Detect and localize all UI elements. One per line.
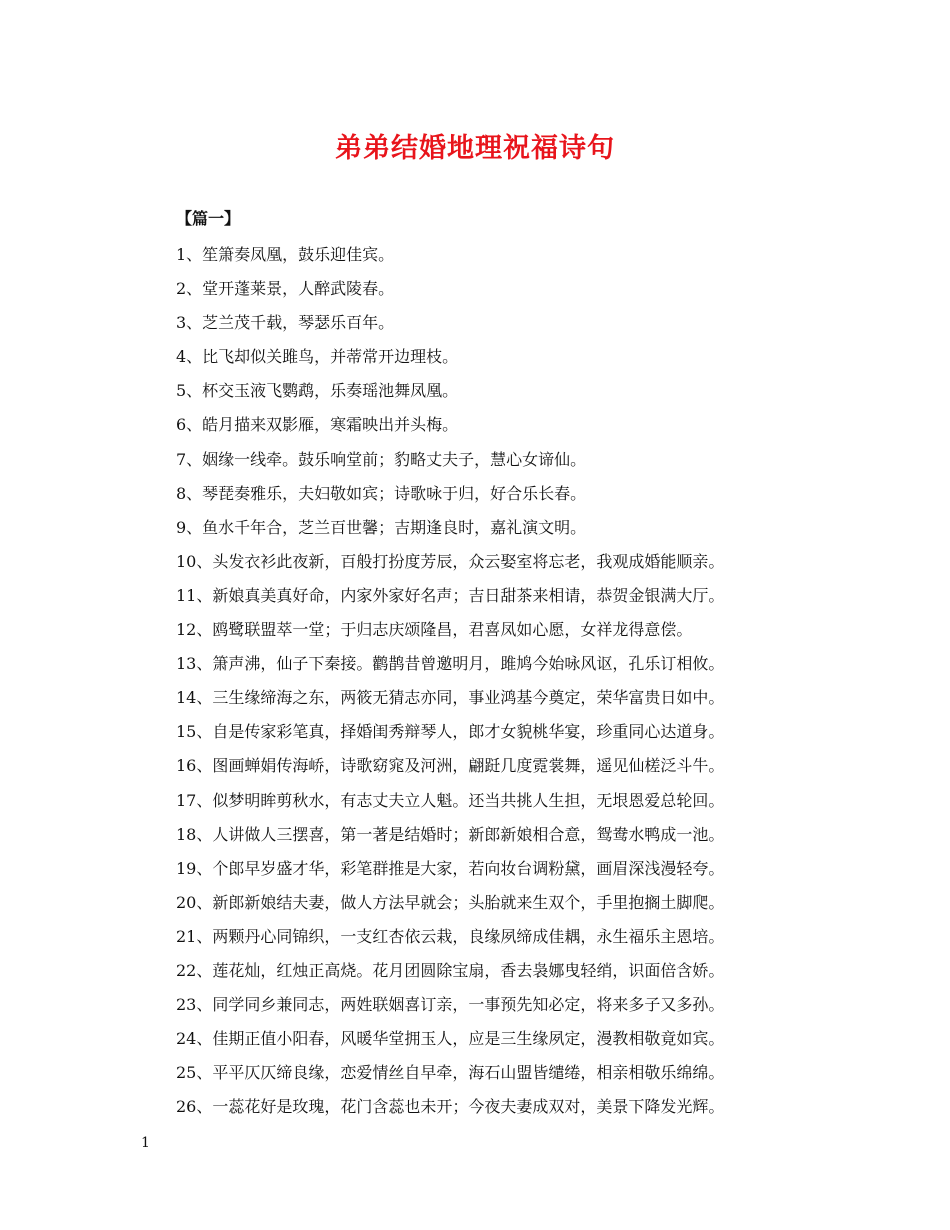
poem-line: 13、箫声沸，仙子下秦接。鹳鹊昔曾邀明月，雎鸠今始咏风讴，孔乐订相攸。 [176, 654, 725, 674]
poem-line: 25、平平仄仄缔良缘，恋爱情丝自早牵，海石山盟皆缱绻，相亲相敬乐绵绵。 [176, 1063, 725, 1083]
poem-line: 7、姻缘一线牵。鼓乐响堂前；豹略丈夫子，慧心女谛仙。 [176, 449, 587, 469]
poem-line: 3、芝兰茂千载，琴瑟乐百年。 [176, 313, 395, 333]
poem-line: 9、鱼水千年合，芝兰百世馨；吉期逢良时，嘉礼演文明。 [176, 517, 587, 537]
poem-line: 10、头发衣衫此夜新，百般打扮度芳辰，众云娶室将忘老，我观成婚能顺亲。 [176, 551, 725, 571]
poem-line: 8、琴琵奏雅乐，夫妇敬如宾；诗歌咏于归，好合乐长春。 [176, 483, 587, 503]
poem-line: 24、佳期正值小阳春，风暖华堂拥玉人，应是三生缘夙定，漫教相敬竟如宾。 [176, 1029, 725, 1049]
poem-line: 20、新郎新娘结夫妻，做人方法早就会；头胎就来生双个，手里抱搁土脚爬。 [176, 892, 725, 912]
poem-line: 16、图画蝉娟传海峤，诗歌窈窕及河洲，翩跹几度霓裳舞，遥见仙槎泛斗牛。 [176, 756, 725, 776]
poem-line: 2、堂开蓬莱景，人醉武陵春。 [176, 279, 395, 299]
poem-line: 21、两颗丹心同锦织，一支红杏依云栽，良缘夙缔成佳耦，永生福乐主恩培。 [176, 926, 725, 946]
poem-line: 17、似梦明眸剪秋水，有志丈夫立人魁。还当共挑人生担，无垠恩爱总轮回。 [176, 790, 725, 810]
section-heading: 【篇一】 [176, 209, 241, 228]
page-number: 1 [141, 1135, 150, 1151]
poem-line: 15、自是传家彩笔真，择婚闺秀辩琴人，郎才女貌桃华宴，珍重同心达道身。 [176, 722, 725, 742]
poem-line: 12、鸥鹭联盟萃一堂；于归志庆颂隆昌，君喜凤如心愿，女祥龙得意偿。 [176, 620, 693, 640]
poem-line: 14、三生缘缔海之东，两筱无猜志亦同，事业鸿基今奠定，荣华富贵日如中。 [176, 688, 725, 708]
poem-line: 4、比飞却似关雎鸟，并蒂常开边理枝。 [176, 347, 459, 367]
poem-line: 22、莲花灿，红烛正高烧。花月团圆除宝扇，香去袅娜曳轻绡，识面倍含娇。 [176, 960, 725, 980]
poem-line: 18、人讲做人三摆喜，第一著是结婚时；新郎新娘相合意，鸳鸯水鸭成一池。 [176, 824, 725, 844]
poem-line: 19、个郎早岁盛才华，彩笔群推是大家，若向妆台调粉黛，画眉深浅漫轻夸。 [176, 858, 725, 878]
poem-line: 11、新娘真美真好命，内家外家好名声；吉日甜茶来相请，恭贺金银满大厅。 [176, 585, 725, 605]
poem-line: 6、皓月描来双影雁，寒霜映出并头梅。 [176, 415, 459, 435]
poem-line: 5、杯交玉液飞鹦鹉，乐奏瑶池舞凤凰。 [176, 381, 459, 401]
document-title: 弟弟结婚地理祝福诗句 [335, 133, 615, 164]
poem-line: 1、笙箫奏凤凰，鼓乐迎佳宾。 [176, 245, 395, 264]
poem-line: 26、一蕊花好是玫瑰，花门含蕊也未开；今夜夫妻成双对，美景下降发光辉。 [176, 1097, 725, 1117]
poem-list [176, 242, 916, 1128]
poem-line: 23、同学同乡兼同志，两姓联姻喜订亲，一事预先知必定，将来多子又多孙。 [176, 995, 725, 1015]
